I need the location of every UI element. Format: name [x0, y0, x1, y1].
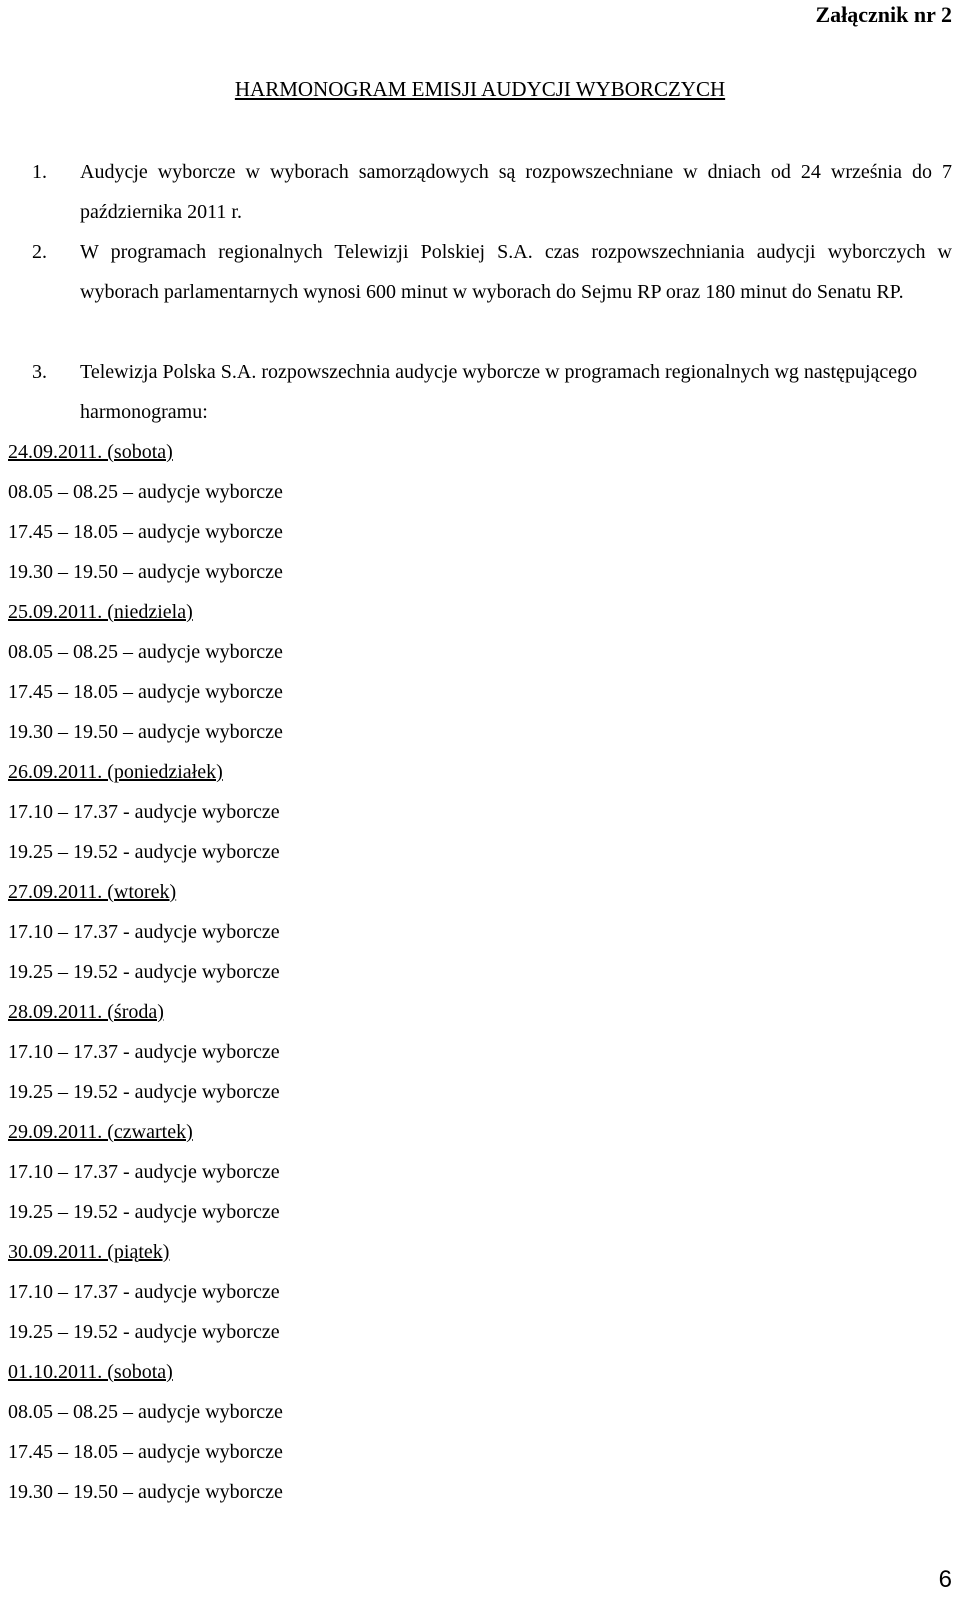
broadcast-schedule — [8, 432, 608, 1512]
schedule-slot: 17.10 – 17.37 - audycje wyborcze — [8, 921, 280, 943]
schedule-date: 29.09.2011. (czwartek) — [8, 1121, 193, 1143]
schedule-date: 28.09.2011. (środa) — [8, 1001, 164, 1023]
schedule-date: 25.09.2011. (niedziela) — [8, 601, 193, 623]
paragraph-text: W programach regionalnych Telewizji Polskiej S.A. czas rozpowszechniania audycji wyborczych w wyborach parlamentarnych wynosi 600 minut w wyborach do Sejmu RP oraz 180 minut do Senatu RP. — [80, 241, 952, 303]
schedule-slot: 19.30 – 19.50 – audycje wyborcze — [8, 561, 283, 583]
schedule-day — [8, 1112, 608, 1152]
schedule-slot: 08.05 – 08.25 – audycje wyborcze — [8, 641, 283, 663]
schedule-day — [8, 592, 608, 632]
schedule-date: 27.09.2011. (wtorek) — [8, 881, 177, 903]
schedule-slot: 17.10 – 17.37 - audycje wyborcze — [8, 1281, 280, 1303]
paragraph-3 — [32, 352, 952, 432]
paragraph-2 — [32, 232, 952, 312]
page-number: 6 — [938, 1566, 952, 1593]
schedule-date: 01.10.2011. (sobota) — [8, 1361, 173, 1383]
schedule-slot: 19.30 – 19.50 – audycje wyborcze — [8, 1481, 283, 1503]
schedule-slot: 19.25 – 19.52 - audycje wyborcze — [8, 841, 280, 863]
schedule-day — [8, 752, 608, 792]
paragraph-number: 3. — [32, 361, 47, 383]
schedule-slot: 19.25 – 19.52 - audycje wyborcze — [8, 1081, 280, 1103]
schedule-day — [8, 992, 608, 1032]
schedule-day — [8, 432, 608, 472]
schedule-slot: 17.10 – 17.37 - audycje wyborcze — [8, 1161, 280, 1183]
schedule-day — [8, 1352, 608, 1392]
schedule-slot: 17.45 – 18.05 – audycje wyborcze — [8, 521, 283, 543]
annex-label: Załącznik nr 2 — [815, 2, 952, 27]
schedule-slot: 17.10 – 17.37 - audycje wyborcze — [8, 801, 280, 823]
schedule-day — [8, 872, 608, 912]
schedule-slot: 19.25 – 19.52 - audycje wyborcze — [8, 961, 280, 983]
schedule-slot: 17.10 – 17.37 - audycje wyborcze — [8, 1041, 280, 1063]
paragraph-text: Telewizja Polska S.A. rozpowszechnia audycje wyborcze w programach regionalnych wg następującego harmonogramu: — [80, 361, 918, 423]
schedule-date: 26.09.2011. (poniedziałek) — [8, 761, 223, 783]
schedule-slot: 08.05 – 08.25 – audycje wyborcze — [8, 1401, 283, 1423]
paragraph-number: 1. — [32, 161, 47, 183]
schedule-slot: 19.25 – 19.52 - audycje wyborcze — [8, 1321, 280, 1343]
schedule-slot: 17.45 – 18.05 – audycje wyborcze — [8, 1441, 283, 1463]
paragraph-1 — [32, 152, 952, 232]
schedule-slot: 19.30 – 19.50 – audycje wyborcze — [8, 721, 283, 743]
schedule-slot: 19.25 – 19.52 - audycje wyborcze — [8, 1201, 280, 1223]
schedule-slot: 17.45 – 18.05 – audycje wyborcze — [8, 681, 283, 703]
schedule-slot: 08.05 – 08.25 – audycje wyborcze — [8, 481, 283, 503]
document-title: HARMONOGRAM EMISJI AUDYCJI WYBORCZYCH — [234, 77, 726, 101]
schedule-date: 30.09.2011. (piątek) — [8, 1241, 170, 1263]
paragraph-number: 2. — [32, 241, 47, 263]
paragraph-text: Audycje wyborcze w wyborach samorządowych są rozpowszechniane w dniach od 24 września do 7 października 2011 r. — [80, 161, 952, 223]
schedule-day — [8, 1232, 608, 1272]
schedule-date: 24.09.2011. (sobota) — [8, 441, 173, 463]
